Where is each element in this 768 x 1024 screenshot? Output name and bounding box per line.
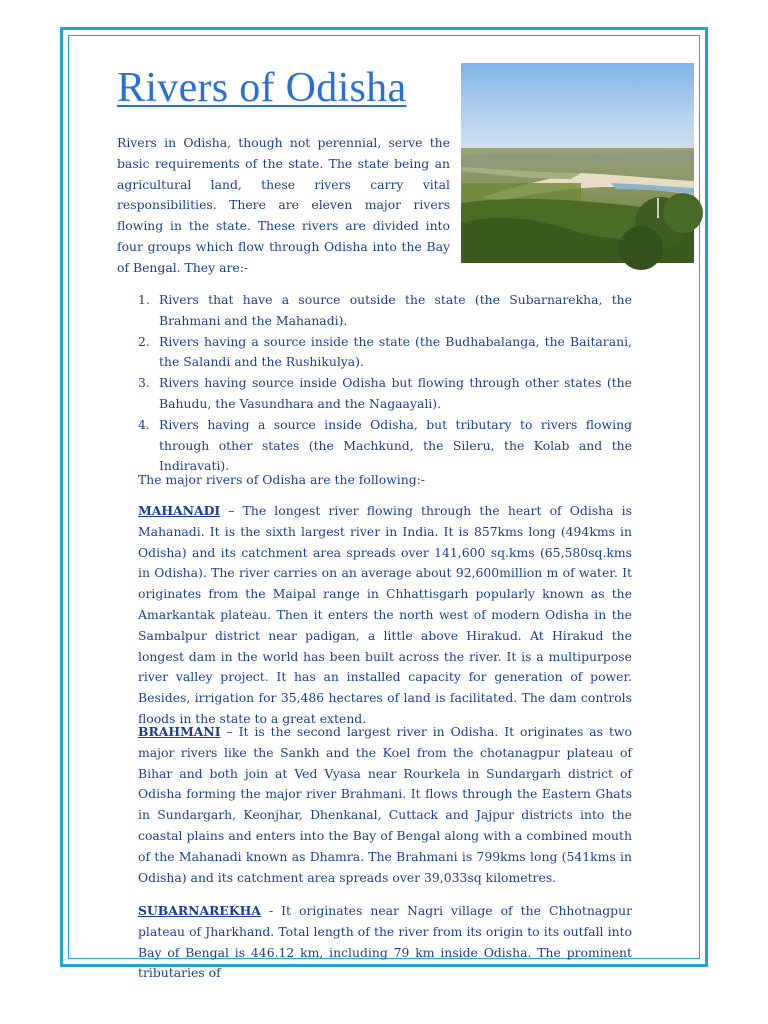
subarnarekha-paragraph bbox=[138, 901, 632, 981]
list-number: 2. bbox=[138, 333, 150, 349]
major-rivers-lead-in: The major rivers of Odisha are the following:- bbox=[138, 472, 426, 487]
list-item-text: Rivers having a source inside Odisha, but tributary to rivers flowing through other states (the Machkund, the Sileru, the Kolab and the Indiravati). bbox=[159, 416, 632, 474]
list-item bbox=[138, 373, 632, 415]
brahmani-text: – It is the second largest river in Odisha. It originates as two major rivers like the Sankh and the Koel from the chotanagpur plateau of Bihar and both join at Ved Vyasa near Rourkela in Sundargarh district of Odisha forming the major river Brahmani. It flows through the Eastern Ghats in Sundargarh, Keonjhar, Dhenkanal, Cuttack and Jajpur districts into the coastal plains and enters into the Bay of Bengal along with a combined mouth of the Mahanadi known as Dhamra. The Brahmani is 799kms long (541kms in Odisha) and its catchment area spreads over 39,033sq kilometres. bbox=[138, 724, 632, 885]
list-item-text: Rivers having source inside Odisha but flowing through other states (the Bahudu, the Vasundhara and the Nagaayali). bbox=[159, 375, 632, 411]
brahmani-paragraph bbox=[138, 722, 632, 888]
mahanadi-paragraph bbox=[138, 501, 632, 730]
list-number: 1. bbox=[138, 292, 150, 307]
brahmani-heading: BRAHMANI bbox=[138, 724, 221, 739]
list-item bbox=[138, 332, 632, 374]
river-groups-list bbox=[138, 290, 632, 477]
list-number: 3. bbox=[138, 375, 150, 391]
river-landscape-photo bbox=[461, 63, 694, 263]
mahanadi-heading: MAHANADI bbox=[138, 503, 221, 518]
subarnarekha-heading: SUBARNAREKHA bbox=[138, 903, 261, 918]
intro-paragraph: Rivers in Odisha, though not perennial, serve the basic requirements of the state. The state being an agricultural land, these rivers carry vital responsibilities. There are eleven major rivers flowing in the state. These rivers are divided into four groups which flow through Odisha into the Bay of Bengal. They are:- bbox=[117, 135, 450, 275]
mahanadi-text: – The longest river flowing through the heart of Odisha is Mahanadi. It is the sixth largest river in India. It is 857kms long (494kms in Odisha) and its catchment area spreads over 141,600 sq.kms (65,580sq.kms in Odisha). The river carries on an average about 92,600million m of water. It originates from the Maipal range in Chhattisgarh popularly known as the Amarkantak plateau. Then it enters the north west of modern Odisha in the Sambalpur district near padigan, a little above Hirakud. At Hirakud the longest dam in the world has been built across the river. It is a multipurpose river valley project. It has an installed capacity for generation of power. Besides, irrigation for 35,486 hectares of land is facilitated. The dam controls floods in the state to a great extend. bbox=[138, 503, 632, 726]
list-item-text: Rivers that have a source outside the state (the Subarnarekha, the Brahmani and the Mahanadi). bbox=[159, 292, 632, 328]
list-number: 4. bbox=[138, 416, 150, 432]
page-title: Rivers of Odisha bbox=[117, 65, 407, 111]
subarnarekha-text: - It originates near Nagri village of the Chhotnagpur plateau of Jharkhand. Total length of the river from its origin to its outfall into Bay of Bengal is 446.12 km, including 79 km inside Odisha. The prominent tributaries of bbox=[138, 903, 632, 981]
list-item bbox=[138, 415, 632, 477]
list-item bbox=[138, 290, 632, 332]
list-item-text: Rivers having a source inside the state (the Budhabalanga, the Baitarani, the Salandi and the Rushikulya). bbox=[159, 333, 632, 370]
